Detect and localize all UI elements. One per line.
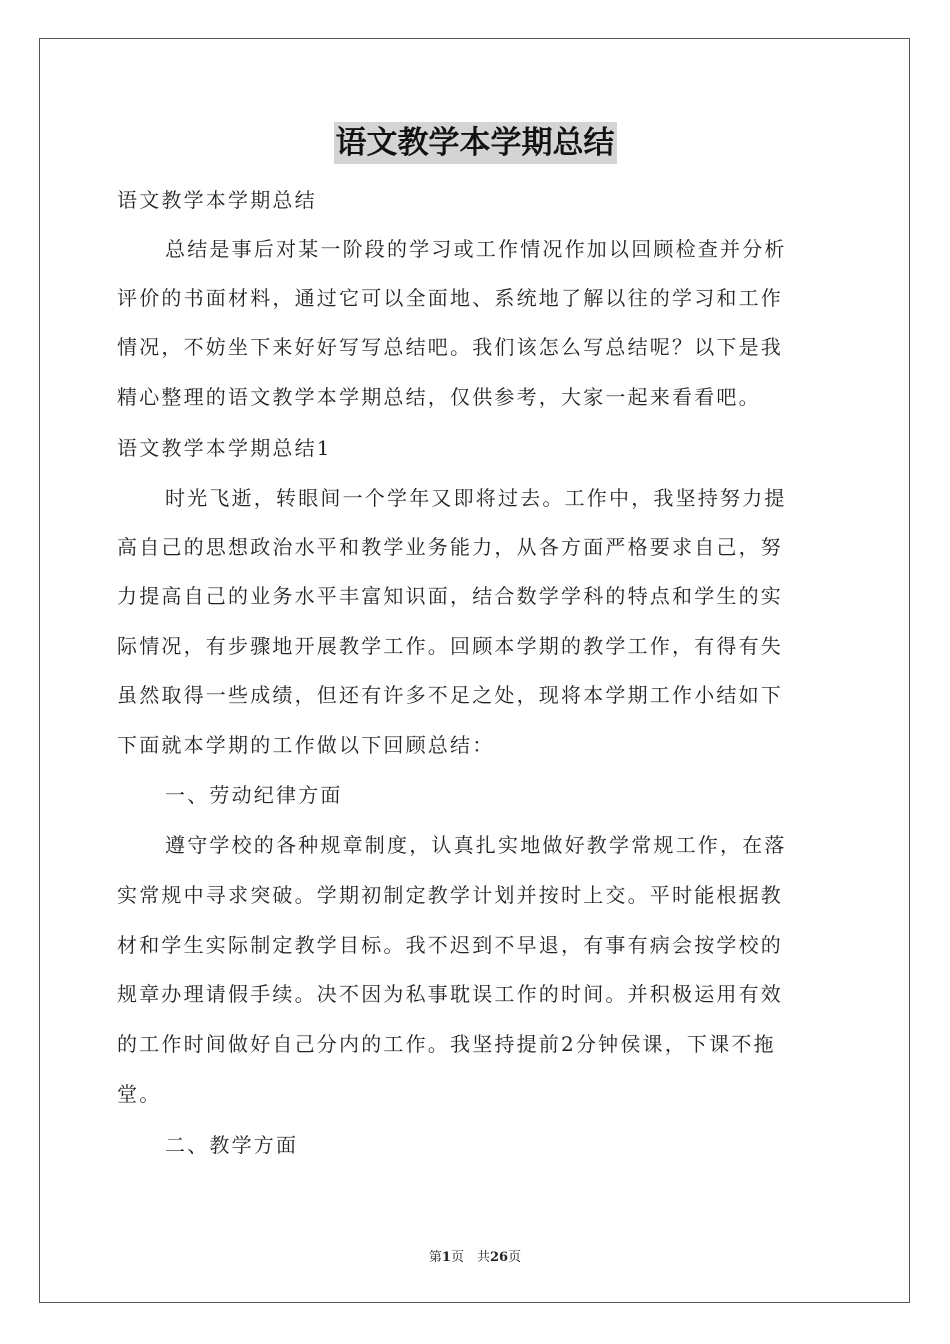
footer-mid: 页 共 <box>450 1250 490 1265</box>
paragraph-line: 力提高自己的业务水平丰富知识面，结合数学学科的特点和学生的实 <box>117 584 783 608</box>
page-border <box>39 38 910 1303</box>
paragraph-line: 情况，不妨坐下来好好写写总结吧。我们该怎么写总结呢？以下是我 <box>117 335 783 359</box>
paragraph-line: 精心整理的语文教学本学期总结，仅供参考，大家一起来看看吧。 <box>117 385 761 409</box>
paragraph-line: 评价的书面材料，通过它可以全面地、系统地了解以往的学习和工作 <box>117 286 783 310</box>
footer-current-page: 1 <box>441 1250 451 1265</box>
footer-suffix: 页 <box>508 1250 522 1265</box>
paragraph-line: 的工作时间做好自己分内的工作。我坚持提前2分钟侯课，下课不拖 <box>117 1032 776 1056</box>
subheading-labor-discipline: 一、劳动纪律方面 <box>165 783 343 807</box>
page-footer <box>0 1246 950 1265</box>
paragraph-line: 材和学生实际制定教学目标。我不迟到不早退，有事有病会按学校的 <box>117 933 783 957</box>
document-title: 语文教学本学期总结 <box>334 122 617 164</box>
paragraph-line: 际情况，有步骤地开展教学工作。回顾本学期的教学工作，有得有失 <box>117 634 783 658</box>
paragraph-line: 堂。 <box>117 1082 162 1106</box>
paragraph-line: 总结是事后对某一阶段的学习或工作情况作加以回顾检查并分析 <box>165 237 787 261</box>
section-heading-1: 语文教学本学期总结1 <box>117 436 332 460</box>
subheading-teaching: 二、教学方面 <box>165 1133 299 1157</box>
subtitle-line: 语文教学本学期总结 <box>117 188 317 212</box>
footer-prefix: 第 <box>428 1250 442 1265</box>
paragraph-line: 遵守学校的各种规章制度，认真扎实地做好教学常规工作，在落 <box>165 833 787 857</box>
paragraph-line: 下面就本学期的工作做以下回顾总结： <box>117 733 495 757</box>
paragraph-line: 时光飞逝，转眼间一个学年又即将过去。工作中，我坚持努力提 <box>165 486 787 510</box>
paragraph-line: 实常规中寻求突破。学期初制定教学计划并按时上交。平时能根据教 <box>117 883 783 907</box>
paragraph-line: 虽然取得一些成绩，但还有许多不足之处，现将本学期工作小结如下 <box>117 683 783 707</box>
footer-total-pages: 26 <box>489 1250 509 1265</box>
paragraph-line: 高自己的思想政治水平和教学业务能力，从各方面严格要求自己，努 <box>117 535 783 559</box>
paragraph-line: 规章办理请假手续。决不因为私事耽误工作的时间。并积极运用有效 <box>117 982 783 1006</box>
title-container <box>0 122 950 164</box>
